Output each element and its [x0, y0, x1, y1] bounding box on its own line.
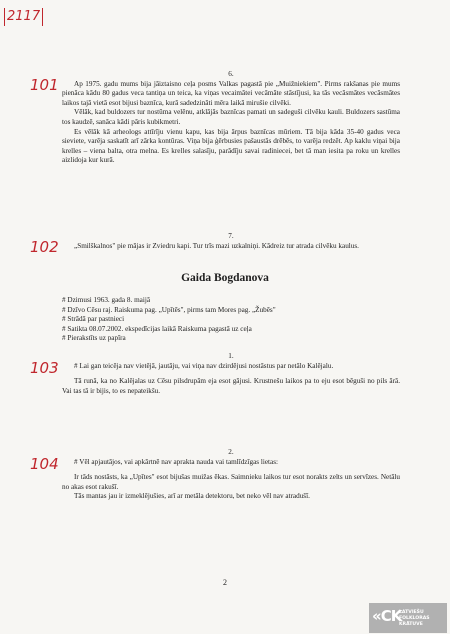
section-heading: 1. — [228, 352, 234, 360]
paragraph: Tā runā, ka no Kalējalas uz Cēsu pilsdrupām eja esot gājusi. Krustnešu laikos pa to eju esot bēguši no pils ārā. Vai tas tā ir bijis, to es nepateikšu. — [62, 377, 400, 395]
detail-line: # Pierakstīts uz papīra — [62, 334, 126, 343]
paragraph: # Lai gan teicēja nav vietējā, jautāju, vai viņa nav dzirdējusi nostāstus par netālo Kalējalu. — [74, 361, 334, 370]
informant-name: Gaida Bogdanova — [181, 272, 269, 284]
detail-line: # Satikta 08.07.2002. ekspedīcijas laikā Raiskuma pagastā uz ceļa — [62, 324, 252, 333]
logo-line: FOLKLORAS — [399, 616, 430, 621]
section-2 — [62, 448, 400, 502]
detail-line: # Strādā par pastnieci — [62, 315, 125, 324]
archive-reference: 2117 — [4, 8, 43, 26]
logo-line: KRĀTUVE — [399, 622, 423, 627]
section-6 — [62, 70, 400, 166]
paragraph: # Vēl apjautājos, vai apkārtnē nav aprakta nauda vai tamlīdzīgas lietas: — [74, 457, 279, 466]
paragraph: „Smilškalnos" pie mājas ir Zviedru kapi. Tur trīs mazi uzkalniņi. Kādreiz tur atrada cilvēku kaulus. — [74, 241, 359, 250]
margin-number-104: 104 — [30, 455, 59, 473]
section-heading: 6. — [228, 70, 234, 78]
informant-details — [62, 296, 400, 344]
paragraph: Ap 1975. gadu mums bija jāiztaisno ceļa posms Valkas pagastā pie „Muižniekiem". Pirms rakšanas pie mums pienāca kādu 80 gadus veca tantiņa un teica, ka viņas vecaimātei vecāmāte stāstījusi, ka tās vecāsmātes vecāsmātes laikos tajā vietā esot bijusi baznīca, kurā sadedzināti mēra laikā mirušie cilvēki. — [62, 79, 400, 107]
archive-logo — [369, 603, 447, 633]
logo-line: LATVIEŠU — [399, 610, 424, 615]
page-number: 2 — [223, 578, 227, 587]
detail-line: # Dzimusi 1963. gada 8. maijā — [62, 296, 151, 304]
section-heading: 7. — [228, 232, 234, 240]
margin-number-102: 102 — [30, 238, 59, 256]
paragraph: Tās mantas jau ir izmeklējušies, arī ar metāla detektoru, bet neko vēl nav atradušī. — [74, 492, 310, 501]
margin-number-101: 101 — [30, 76, 59, 94]
paragraph: Vēlāk, kad buldozers tur nostūma velēnu, atklājās baznīcas pamati un sadeguši cilvēku kauli. Buldozers sastūma tos kaudzē, sanāca kādi pāris kubikmetri. — [62, 108, 400, 126]
margin-number-103: 103 — [30, 359, 59, 377]
paragraph: Es vēlāk kā arheologs attīrīju vienu kapu, kas bija ārpus baznīcas mūriem. Tā bija kāda 35-40 gadus veca sieviete, varēja saskatīt arī zārka kontūras. Viņa bija ģērbusies pašaustās drēbēs, to varēja redzēt. Ap kaklu viņai bija krelles – viena balta, otra melna. Es krelles salasīju, parādīju savai radiniecei, bet tā man iesita pa roku un krelles aizlidoja kur kurā. — [62, 127, 400, 165]
paragraph: Ir tāds nostāsts, ka „Upītes" esot bijušas muižas ēkas. Saimnieku laikos tur esot norakts zelts un servīzes. Netālu no akas esot rakušī. — [62, 473, 400, 491]
logo-mark-icon: «CK — [372, 607, 402, 625]
section-heading: 2. — [228, 448, 234, 456]
section-1 — [62, 352, 400, 396]
detail-line: # Dzīvo Cēsu raj. Raiskuma pag. „Upītēs", pirms tam Mores pag. „Žubēs" — [62, 305, 276, 314]
section-7 — [62, 232, 400, 251]
